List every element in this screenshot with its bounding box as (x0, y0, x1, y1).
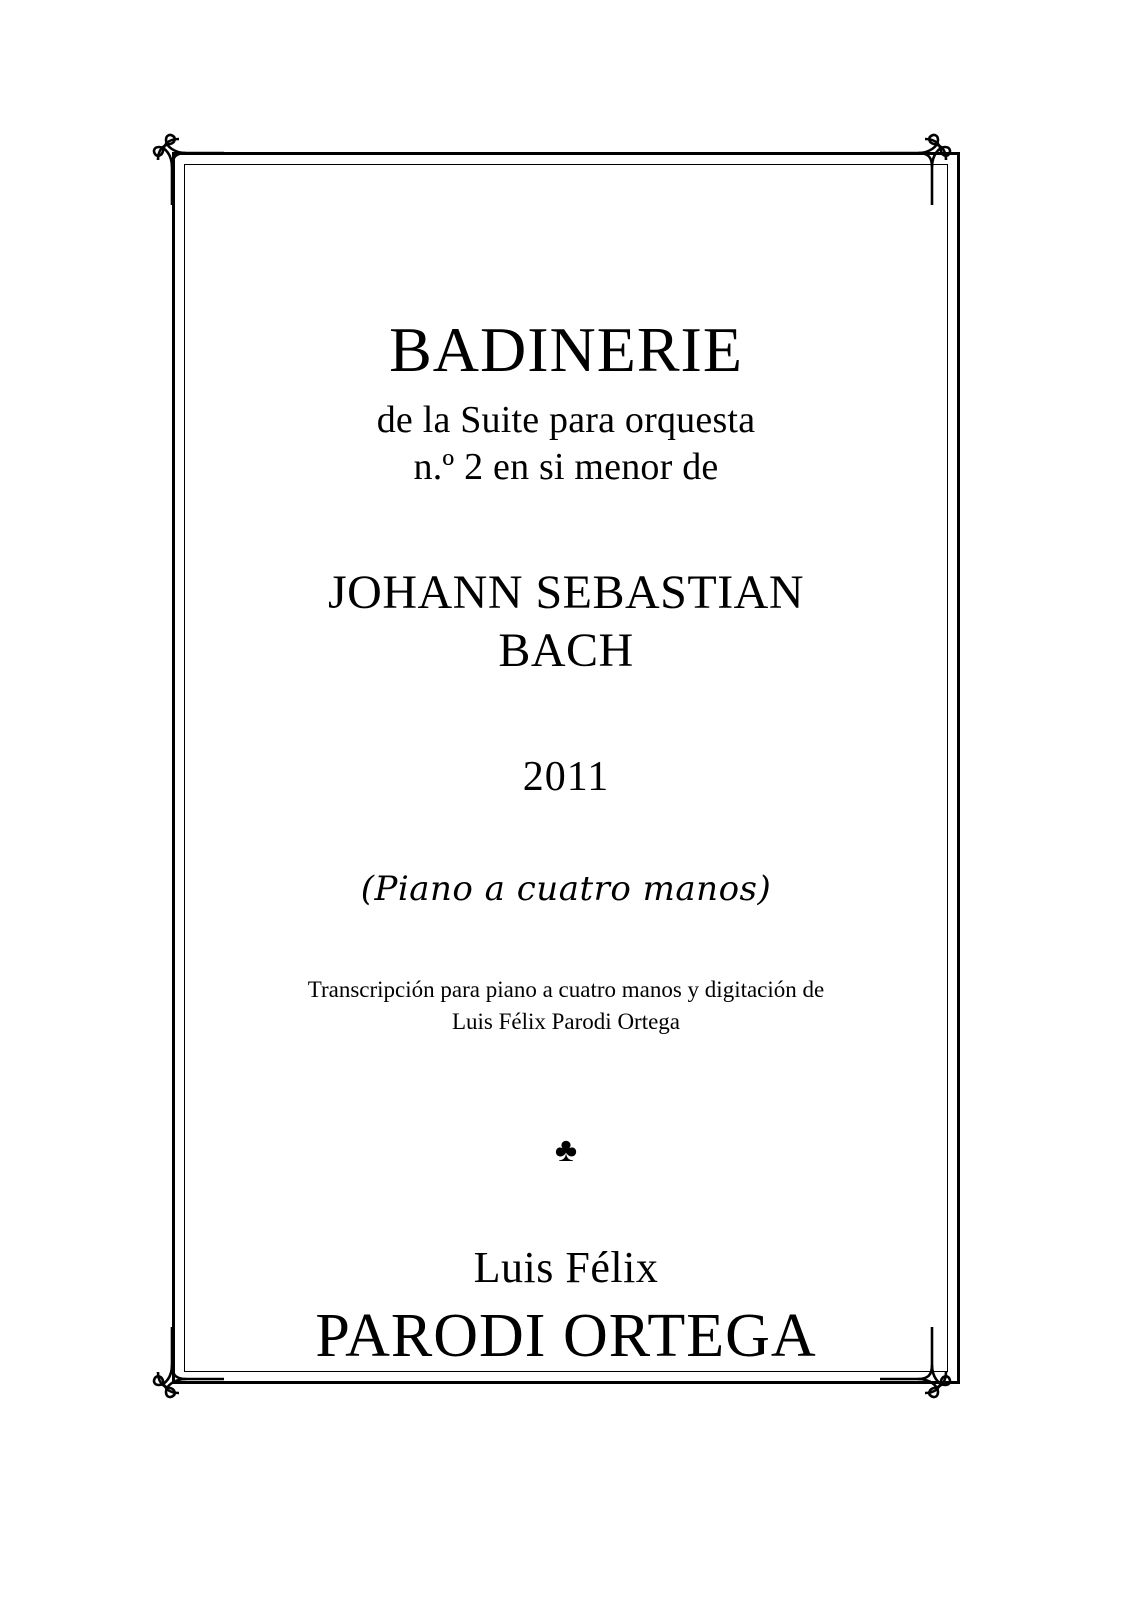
author-first-name: Luis Félix (473, 1242, 659, 1292)
instrumentation-label: (Piano a cuatro manos) (360, 869, 772, 909)
subtitle-line-2: n.º 2 en si menor de (413, 445, 719, 488)
year-label: 2011 (522, 754, 610, 800)
composer-name-line-1: JOHANN SEBASTIAN (327, 565, 805, 619)
page-title: BADINERIE (389, 314, 743, 385)
credit-line-2: Luis Félix Parodi Ortega (451, 1009, 681, 1035)
author-last-name: PARODI ORTEGA (315, 1301, 817, 1370)
title-page-content (184, 164, 948, 1372)
credit-line-1: Transcripción para piano a cuatro manos y digitación de (307, 977, 825, 1002)
club-ornament-icon: ♣ (554, 1131, 578, 1169)
composer-name-line-2: BACH (498, 624, 634, 678)
subtitle-line-1: de la Suite para orquesta (376, 399, 756, 442)
